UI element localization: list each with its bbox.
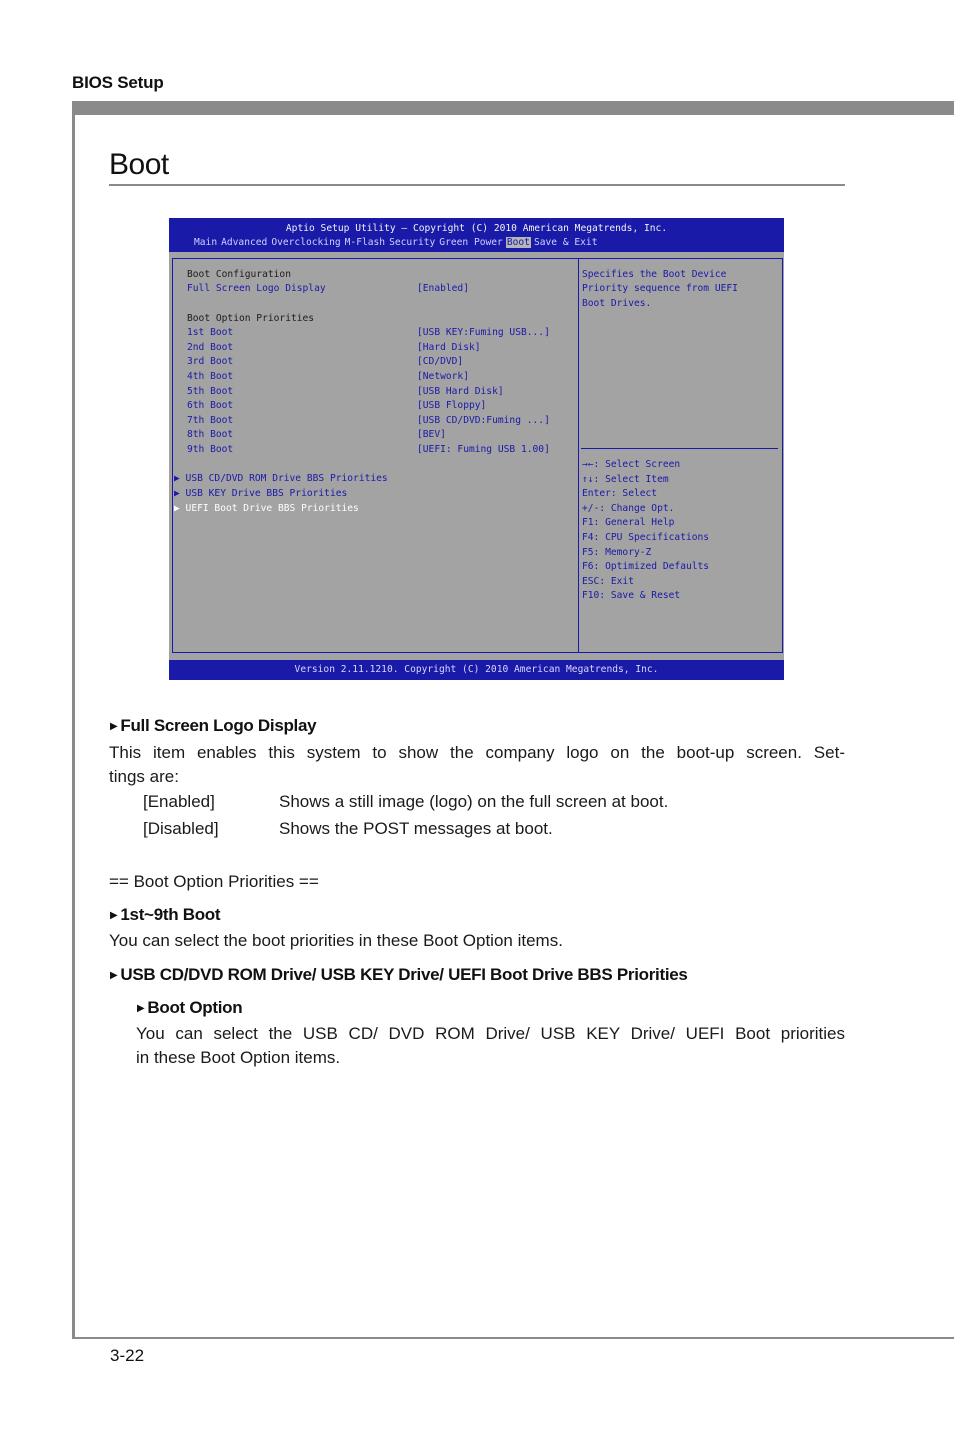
bios-tab-security[interactable]: Security [389, 237, 436, 248]
setting-key-enabled: [Enabled] [143, 792, 215, 811]
bios-header [169, 218, 784, 252]
heading-1st-9th-boot-text: 1st~9th Boot [120, 905, 221, 924]
heading-bbs-priorities-text: USB CD/DVD ROM Drive/ USB KEY Drive/ UEFI Boot Drive BBS Priorities [120, 965, 688, 984]
setting-key-disabled: [Disabled] [143, 819, 219, 838]
bios-tab-overclocking[interactable]: Overclocking [271, 237, 341, 248]
bios-key-f5: F5: Memory-Z [582, 547, 652, 558]
bios-heading-boot-option-priorities: Boot Option Priorities [187, 313, 315, 324]
bios-tab-advanced[interactable]: Advanced [221, 237, 268, 248]
bios-key-change-opt: +/-: Change Opt. [582, 503, 675, 514]
bios-option-7th-boot[interactable]: 7th Boot [187, 415, 234, 426]
bios-option-4th-boot[interactable]: 4th Boot [187, 371, 234, 382]
bios-option-1st-boot[interactable]: 1st Boot [187, 327, 234, 338]
triangle-bullet-icon: ▶ [137, 1003, 145, 1014]
header-bar [72, 101, 954, 115]
paragraph-boot-option-line-2: in these Boot Option items. [136, 1048, 341, 1067]
bios-footer [169, 660, 784, 680]
bios-option-8th-boot[interactable]: 8th Boot [187, 429, 234, 440]
bios-title: Aptio Setup Utility – Copyright (C) 2010 American Megatrends, Inc. [285, 223, 668, 234]
bios-tab-m-flash[interactable]: M-Flash [344, 237, 386, 248]
bios-key-f10: F10: Save & Reset [582, 590, 681, 601]
title-rule [109, 184, 845, 186]
bios-key-f4: F4: CPU Specifications [582, 532, 710, 543]
bios-key-select-screen: →←: Select Screen [582, 459, 681, 470]
setting-desc-disabled: Shows the POST messages at boot. [279, 819, 553, 838]
section-title: Boot [109, 148, 169, 181]
bios-value-6th-boot[interactable]: [USB Floppy] [417, 400, 487, 411]
paragraph-1st-9th-boot: You can select the boot priorities in these Boot Option items. [109, 931, 563, 950]
bios-key-esc: ESC: Exit [582, 576, 634, 587]
heading-1st-9th-boot [110, 905, 220, 925]
bios-value-3rd-boot[interactable]: [CD/DVD] [417, 356, 464, 367]
bios-help-panel [578, 258, 783, 653]
bios-value-1st-boot[interactable]: [USB KEY:Fuming USB...] [417, 327, 550, 338]
bios-help-line-3: Boot Drives. [582, 298, 652, 309]
boot-option-priorities-line: == Boot Option Priorities == [109, 872, 319, 891]
bios-option-9th-boot[interactable]: 9th Boot [187, 444, 234, 455]
bios-help-line-2: Priority sequence from UEFI [582, 283, 738, 294]
bios-option-full-screen-logo[interactable]: Full Screen Logo Display [187, 283, 326, 294]
bios-key-enter: Enter: Select [582, 488, 658, 499]
bios-screenshot [169, 218, 784, 680]
triangle-bullet-icon: ▶ [110, 970, 118, 981]
bios-footer-text: Version 2.11.1210. Copyright (C) 2010 American Megatrends, Inc. [294, 664, 659, 675]
page-number: 3-22 [110, 1346, 145, 1365]
paragraph-full-screen-line-1: This item enables this system to show the company logo on the boot-up screen. Set- [109, 743, 845, 762]
bios-value-5th-boot[interactable]: [USB Hard Disk] [417, 386, 504, 397]
bios-value-8th-boot[interactable]: [BEV] [417, 429, 446, 440]
bios-submenu-usb-key[interactable]: ▶ USB KEY Drive BBS Priorities [174, 488, 348, 499]
bios-options-panel [172, 258, 579, 653]
bios-value-full-screen-logo[interactable]: [Enabled] [417, 283, 469, 294]
bios-tab-save-exit[interactable]: Save & Exit [533, 237, 598, 248]
heading-full-screen-logo [110, 716, 316, 736]
bios-heading-boot-configuration: Boot Configuration [187, 269, 291, 280]
heading-bbs-priorities [110, 965, 688, 985]
bios-submenu-usb-cd-dvd[interactable]: ▶ USB CD/DVD ROM Drive BBS Priorities [174, 473, 388, 484]
heading-boot-option [137, 998, 242, 1018]
left-rule [72, 101, 75, 1339]
bios-value-9th-boot[interactable]: [UEFI: Fuming USB 1.00] [417, 444, 550, 455]
running-head: BIOS Setup [72, 73, 164, 92]
bios-key-f1: F1: General Help [582, 517, 675, 528]
heading-boot-option-text: Boot Option [147, 998, 243, 1017]
triangle-bullet-icon: ▶ [110, 910, 118, 921]
bios-key-f6: F6: Optimized Defaults [582, 561, 710, 572]
bios-option-5th-boot[interactable]: 5th Boot [187, 386, 234, 397]
bios-value-2nd-boot[interactable]: [Hard Disk] [417, 342, 481, 353]
bios-value-4th-boot[interactable]: [Network] [417, 371, 469, 382]
bios-tab-main[interactable]: Main [194, 237, 218, 248]
bios-key-select-item: ↑↓: Select Item [582, 474, 669, 485]
bios-tab-green-power[interactable]: Green Power [439, 237, 503, 248]
bios-option-2nd-boot[interactable]: 2nd Boot [187, 342, 234, 353]
heading-full-screen-logo-text: Full Screen Logo Display [120, 716, 317, 735]
bios-tab-bar [193, 237, 601, 248]
bios-option-6th-boot[interactable]: 6th Boot [187, 400, 234, 411]
bios-help-line-1: Specifies the Boot Device [582, 269, 727, 280]
triangle-bullet-icon: ▶ [110, 721, 118, 732]
setting-desc-enabled: Shows a still image (logo) on the full screen at boot. [279, 792, 669, 811]
bios-submenu-uefi-boot[interactable]: ▶ UEFI Boot Drive BBS Priorities [174, 503, 359, 514]
bios-tab-boot[interactable]: Boot [506, 237, 530, 248]
bottom-rule [72, 1337, 954, 1339]
bios-value-7th-boot[interactable]: [USB CD/DVD:Fuming ...] [417, 415, 550, 426]
paragraph-boot-option-line-1: You can select the USB CD/ DVD ROM Drive/ USB KEY Drive/ UEFI Boot priorities [136, 1024, 845, 1043]
paragraph-full-screen-line-2: tings are: [109, 767, 179, 786]
bios-help-divider [581, 448, 778, 449]
bios-option-3rd-boot[interactable]: 3rd Boot [187, 356, 234, 367]
